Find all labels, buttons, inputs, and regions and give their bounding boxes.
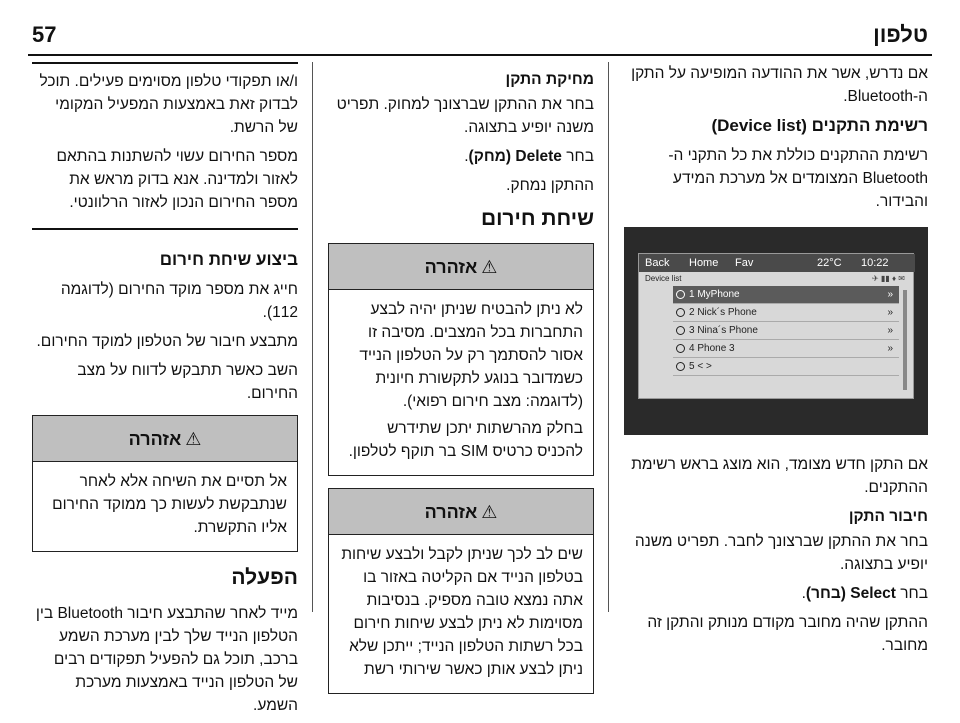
warning-title: אזהרה — [128, 429, 182, 449]
column-divider-right — [608, 62, 609, 612]
infotainment-screen — [638, 253, 914, 399]
screen-top-bar — [639, 254, 915, 272]
warning-box — [328, 243, 594, 476]
warning-box — [328, 488, 594, 694]
warning-triangle-icon: ⚠ — [481, 502, 498, 522]
device-list — [673, 286, 899, 394]
warning-continuation — [32, 62, 298, 230]
header-rule — [28, 54, 932, 56]
warning-body — [329, 290, 593, 475]
fav-button[interactable]: Fav — [735, 257, 754, 269]
delete-step-1: בחר את ההתקן שברצונך למחוק. תפריט משנה יופיע בתצוגה. — [336, 96, 594, 136]
device-row[interactable] — [673, 286, 899, 304]
delete-command: Delete (מחק) — [468, 148, 562, 165]
screen-title: Device list — [645, 274, 682, 283]
radio-icon — [676, 362, 685, 371]
warning-header — [33, 416, 297, 462]
chevron-right-icon: » — [887, 325, 893, 336]
pairing-confirm-text: אם נדרש, אשר את ההודעה המופיעה על התקן ה-Bluetooth. — [631, 65, 928, 105]
warning-box — [32, 415, 298, 552]
device-name: 2 Nick´s Phone — [689, 307, 757, 318]
temperature: 22°C — [817, 257, 842, 269]
warning-title: אזהרה — [424, 502, 478, 522]
home-button[interactable]: Home — [689, 257, 719, 269]
text-suffix: . — [801, 585, 806, 602]
column-left — [32, 62, 298, 723]
warning-body — [33, 462, 297, 551]
section-title: טלפון — [873, 22, 928, 47]
connect-device-heading: חיבור התקן — [848, 508, 928, 525]
text-suffix: . — [464, 148, 469, 165]
device-name: 4 Phone 3 — [689, 343, 735, 354]
device-name: 5 < > — [689, 361, 712, 372]
warning-text: בחלק מהרשתות יתכן שתידרש להכניס כרטיס SIM בר תוקף לטלפון. — [348, 420, 583, 460]
device-row[interactable] — [673, 304, 899, 322]
chevron-right-icon: » — [887, 343, 893, 354]
warning-body — [329, 535, 593, 693]
connect-step-3: ההתקן שהיה מחובר מקודם מנותק והתקן זה מחובר. — [647, 614, 928, 654]
radio-icon — [676, 326, 685, 335]
operation-heading: הפעלה — [231, 566, 298, 589]
column-divider-left — [312, 62, 313, 612]
make-emergency-call-heading: ביצוע שיחת חירום — [159, 250, 298, 269]
warning-text: לא ניתן להבטיח שניתן יהיה לבצע התחברות בכל המצבים. מסיבה זו אסור להסתמך רק על הטלפון הנייד כשמדובר בנוגע לתקשורת חיונית (לדוגמה: מצב חירום רפואי). — [359, 301, 583, 410]
status-icons: ✈ ▮▮ ♦ ✉ — [872, 274, 905, 283]
clock: 10:22 — [861, 257, 889, 269]
connect-step-2 — [624, 582, 928, 605]
device-list-screenshot — [624, 227, 928, 435]
device-name: 1 MyPhone — [689, 289, 740, 300]
device-row[interactable] — [673, 322, 899, 340]
dial-step-1: חייג את מספר מוקד החירום (לדוגמה 112). — [60, 281, 298, 321]
warning-header — [329, 489, 593, 535]
warning-title: אזהרה — [424, 257, 478, 277]
delete-step-2 — [328, 145, 594, 168]
radio-icon — [676, 308, 685, 317]
dial-step-3: השב כאשר תתבקש לדווח על מצב החירום. — [77, 362, 298, 402]
column-right — [624, 62, 928, 663]
radio-icon — [676, 344, 685, 353]
chevron-right-icon: » — [887, 307, 893, 318]
device-list-heading: רשימת התקנים (Device list) — [711, 116, 928, 135]
warning-text: אל תסיים את השיחה אלא לאחר שנתבקשת לעשות כך ממוקד החירום אליו התקשרת. — [52, 473, 287, 536]
device-row[interactable] — [673, 340, 899, 358]
device-list-description: רשימת ההתקנים כוללת את כל התקני ה-Bluetooth המצומדים אל מערכת המידע והבידור. — [668, 147, 928, 210]
page-number: 57 — [32, 22, 57, 47]
device-name: 3 Nina´s Phone — [689, 325, 758, 336]
page-header — [0, 0, 960, 52]
radio-icon — [676, 290, 685, 299]
connect-step-1: בחר את ההתקן שברצונך לחבר. תפריט משנה יופיע בתצוגה. — [634, 533, 928, 573]
warning-text: מספר החירום עשוי להשתנות בהתאם לאזור ולמדינה. אנא בדוק מראש את מספר החירום הנכון לאזור הרלוונטי. — [56, 148, 298, 211]
warning-header — [329, 244, 593, 290]
delete-device-heading: מחיקת התקן — [505, 71, 594, 88]
new-device-note: אם התקן חדש מצומד, הוא מוצג בראש רשימת ההתקנים. — [631, 456, 928, 496]
list-scrollbar[interactable] — [903, 290, 907, 390]
dial-step-2: מתבצע חיבור של הטלפון למוקד החירום. — [36, 333, 298, 350]
device-row[interactable] — [673, 358, 899, 376]
warning-triangle-icon: ⚠ — [481, 257, 498, 277]
text-prefix: בחר — [561, 148, 594, 165]
warning-text: ו/או תפקודי טלפון מסוימים פעילים. תוכל לבדוק זאת באמצעות המפעיל המקומי של הרשת. — [39, 73, 298, 136]
back-button[interactable]: Back — [645, 257, 670, 269]
chevron-right-icon: » — [887, 289, 893, 300]
delete-step-3: ההתקן נמחק. — [506, 177, 594, 194]
text-prefix: בחר — [895, 585, 928, 602]
warning-triangle-icon: ⚠ — [185, 429, 202, 449]
emergency-call-heading: שיחת חירום — [480, 207, 594, 230]
warning-text: שים לב לכך שניתן לקבל ולבצע שיחות בטלפון הנייד אם הקליטה באזור בו אתה נמצא טובה מספיק. בנסיבות מסוימות לא ניתן לבצע שיחות חירום בכל רשתות הטלפון הנייד; ייתכן שלא ניתן לבצע אותן כאשר שירותי רשת — [341, 546, 583, 678]
select-command: Select (בחר) — [805, 585, 896, 602]
operation-text: מייד לאחר שהתבצע חיבור Bluetooth בין הטלפון הנייד שלך לבין מערכת השמע ברכב, תוכל גם להפעיל תפקודים רבים של הטלפון הנייד באמצעות מערכת השמע. — [35, 605, 298, 714]
column-middle — [328, 62, 594, 706]
